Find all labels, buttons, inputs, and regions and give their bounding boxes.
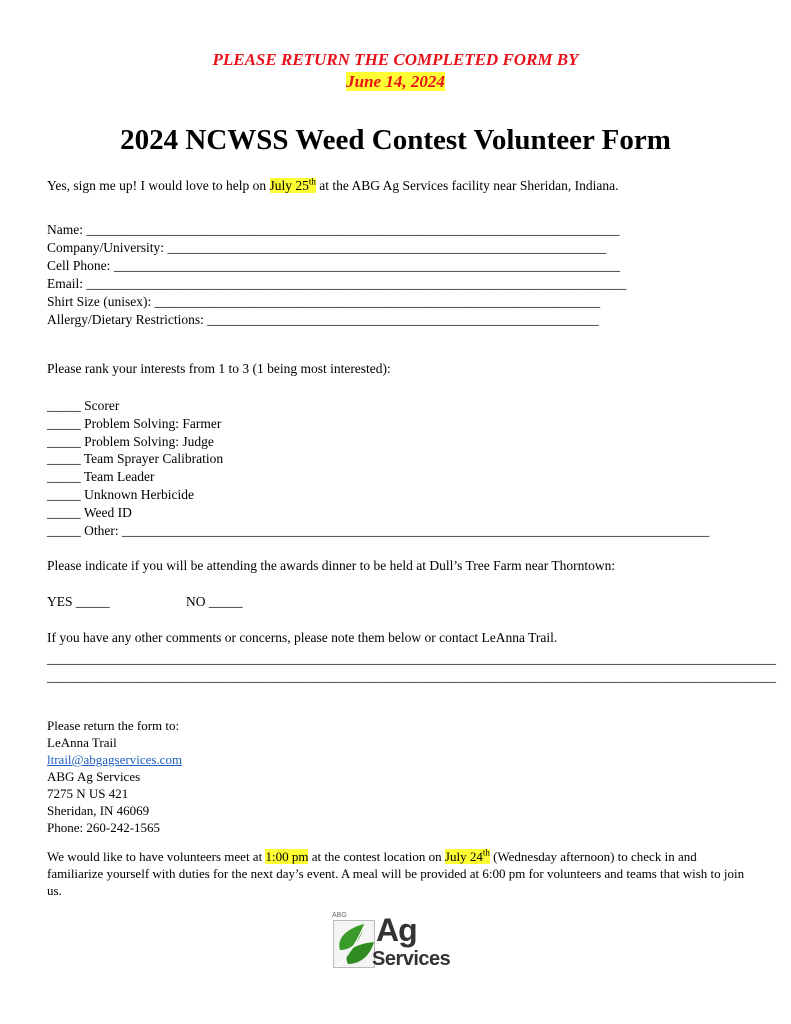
return-company: ABG Ag Services xyxy=(47,769,141,784)
logo-services-text: Services xyxy=(372,948,451,970)
comment-line-1[interactable]: ____________________________________________________________________________________________________________ xyxy=(47,651,776,666)
rank-item-other[interactable]: _____ Other: _______________________________________________________________________________________ xyxy=(47,522,710,538)
dinner-question: Please indicate if you will be attending the awards dinner to be held at Dull’s Tree Farm near Thorntown: xyxy=(47,558,616,573)
rank-item-farmer[interactable]: _____ Problem Solving: Farmer xyxy=(47,415,222,431)
intro-before: Yes, sign me up! I would love to help on xyxy=(47,178,270,193)
comments-prompt: If you have any other comments or concerns, please note them below or contact LeAnna Trail. xyxy=(47,630,558,645)
rank-item-herbicide[interactable]: _____ Unknown Herbicide xyxy=(47,486,194,502)
rank-item-team-leader[interactable]: _____ Team Leader xyxy=(47,469,155,485)
cell-phone-field[interactable]: Cell Phone: ___________________________________________________________________________ xyxy=(47,258,620,273)
return-email-link[interactable]: ltrail@abgagservices.com xyxy=(47,752,183,767)
rank-item-scorer[interactable]: _____ Scorer xyxy=(47,398,120,413)
intro-date-suffix: th xyxy=(308,176,316,187)
return-contact-name: LeAnna Trail xyxy=(47,735,117,750)
meeting-date xyxy=(445,849,490,864)
comment-line-2[interactable]: ____________________________________________________________________________________________________________ xyxy=(47,669,776,684)
meeting-date-suffix: th xyxy=(482,847,490,858)
meeting-part2: at the contest location on xyxy=(308,849,445,864)
meeting-part3: (Wednesday afternoon) to check in and familiarize yourself with duties for the next day’s event. A meal will be provided at 6:00 pm for volunteers and teams that wish to join us. xyxy=(47,849,745,898)
return-address-line1: 7275 N US 421 xyxy=(47,786,129,801)
logo-ag-text: Ag xyxy=(376,912,417,948)
rank-item-weed-id[interactable]: _____ Weed ID xyxy=(47,504,132,520)
intro-date xyxy=(270,178,316,193)
shirt-size-field[interactable]: Shirt Size (unisex): __________________________________________________________________ xyxy=(47,294,601,309)
email-field[interactable]: Email: ________________________________________________________________________________ xyxy=(47,276,627,291)
logo-small-text: ABG xyxy=(332,912,347,919)
intro-text xyxy=(47,178,618,194)
dinner-yes-field[interactable]: YES _____ xyxy=(47,594,110,609)
deadline-date-row xyxy=(0,72,791,92)
intro-after: at the ABG Ag Services facility near Sheridan, Indiana. xyxy=(315,178,619,193)
meeting-date-day: July 24 xyxy=(444,849,483,864)
page-title: 2024 NCWSS Weed Contest Volunteer Form xyxy=(120,124,671,156)
meeting-time: 1:00 pm xyxy=(265,849,309,864)
dinner-no-field[interactable]: NO _____ xyxy=(186,594,243,609)
rank-item-judge[interactable]: _____ Problem Solving: Judge xyxy=(47,433,214,449)
name-field[interactable]: Name: _______________________________________________________________________________ xyxy=(47,222,620,237)
meeting-part1: We would like to have volunteers meet at xyxy=(47,849,266,864)
intro-date-day: July 25 xyxy=(269,178,309,193)
rank-instructions: Please rank your interests from 1 to 3 (1 being most interested): xyxy=(47,361,391,376)
allergy-field[interactable]: Allergy/Dietary Restrictions: __________________________________________________________ xyxy=(47,312,599,327)
return-address-block xyxy=(47,717,182,836)
deadline-notice: PLEASE RETURN THE COMPLETED FORM BY xyxy=(212,50,579,69)
return-heading: Please return the form to: xyxy=(47,718,180,733)
meeting-info xyxy=(47,848,752,899)
rank-item-sprayer[interactable]: _____ Team Sprayer Calibration xyxy=(47,451,224,467)
abg-ag-services-logo xyxy=(330,912,465,972)
deadline-date: June 14, 2024 xyxy=(346,72,445,91)
company-field[interactable]: Company/University: _________________________________________________________________ xyxy=(47,240,607,255)
return-phone: Phone: 260-242-1565 xyxy=(47,820,161,835)
return-address-line2: Sheridan, IN 46069 xyxy=(47,803,150,818)
interest-rank-list xyxy=(47,397,709,539)
contact-fields xyxy=(47,221,626,329)
